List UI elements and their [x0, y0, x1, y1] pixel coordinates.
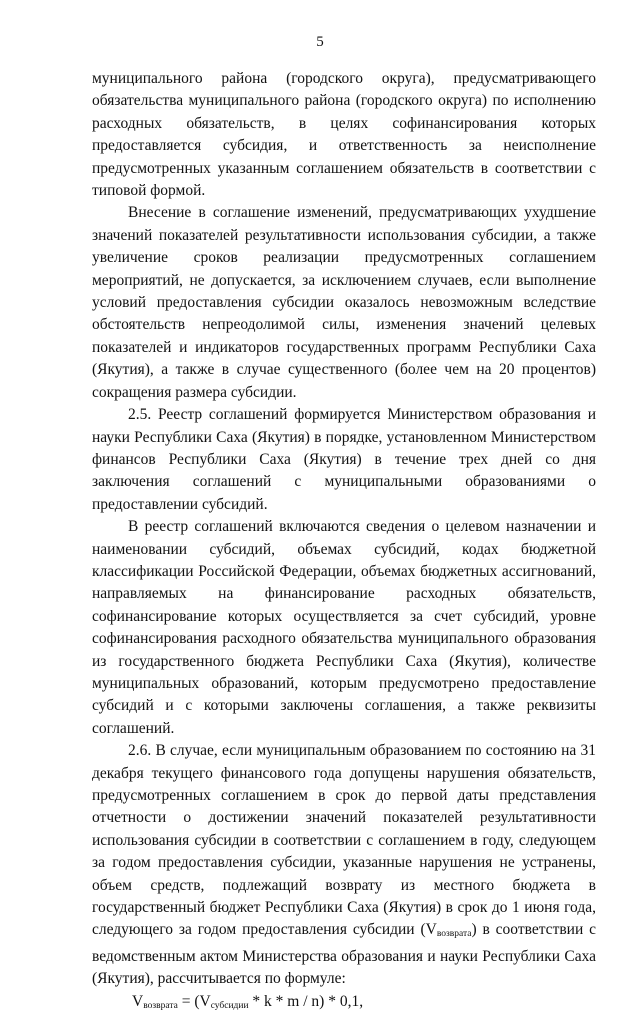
- formula-rest: * k * m / n) * 0,1,: [248, 992, 364, 1010]
- document-body: [92, 68, 596, 1017]
- formula-v: V: [132, 992, 144, 1010]
- formula-equals: = (V: [177, 992, 211, 1010]
- formula-v2-subscript: субсидии: [210, 1000, 249, 1011]
- paragraph-registry-contents: В реестр соглашений включаются сведения о целевом назначении и наименовании субсидий, объемах субсидий, кодах бюджетной классификации Российской Федерации, объемах бюджетных ассигнований, направляемых на финансирование расходных обязательств, софинансирование которых осуществляется за счет субсидий, уровне софинансирования расходного обязательства муниципального образования из государственного бюджета Республики Саха (Якутия), количестве муниципальных образований, которым предусмотрено предоставление субсидий и с которыми заключены соглашения, а также реквизиты соглашений.: [92, 518, 596, 737]
- paragraph-2-6-subscript: возврата: [436, 929, 472, 940]
- paragraph-2-5: 2.5. Реестр соглашений формируется Министерством образования и науки Республики Саха (Якутия) в порядке, установленном Министерством финансов Республики Саха (Якутия) в течение трех дней со дня заключения соглашений с муниципальными образованиями о предоставлении субсидий.: [92, 406, 596, 513]
- paragraph-continuation: муниципального района (городского округа), предусматривающего обязательства муниципального района (городского округа) по исполнению расходных обязательств, в целях софинансирования которых предоставляется субсидия, и ответственность за неисполнение предусмотренных указанным соглашением обязательств в соответствии с типовой формой.: [92, 70, 596, 200]
- formula-v-subscript: возврата: [143, 1000, 178, 1011]
- paragraph-2-6: [92, 740, 596, 990]
- paragraph-2-6-text-b: ) в соответствии с ведомственным актом Министерства образования и науки Республики Саха (Якутия), рассчитывается по формуле:: [92, 921, 596, 988]
- paragraph-2-6-text-a: 2.6. В случае, если муниципальным образованием по состоянию на 31 декабря текущего финансового года допущены нарушения обязательств, предусмотренных соглашением в срок до первой даты представления отчетности о достижении значений показателей результативности использования субсидии в соответствии с соглашением в году, следующем за годом предоставления субсидии, указанные нарушения не устранены, объем средств, подлежащий возврату из местного бюджета в государственный бюджет Республики Саха (Якутия) в срок до 1 июня года, следующего за годом предоставления субсидии (V: [92, 742, 596, 939]
- page-number: 5: [316, 34, 324, 50]
- paragraph-amendments: Внесение в соглашение изменений, предусматривающих ухудшение значений показателей результативности использования субсидии, а также увеличение сроков реализации предусмотренных соглашением мероприятий, не допускается, за исключением случаев, если выполнение условий предоставления субсидии оказалось невозможным вследствие обстоятельств непреодолимой силы, изменения значений целевых показателей и индикаторов государственных программ Республики Саха (Якутия), а также в случае существенного (более чем на 20 процентов) сокращения размера субсидии.: [92, 204, 596, 401]
- formula: [92, 991, 596, 1017]
